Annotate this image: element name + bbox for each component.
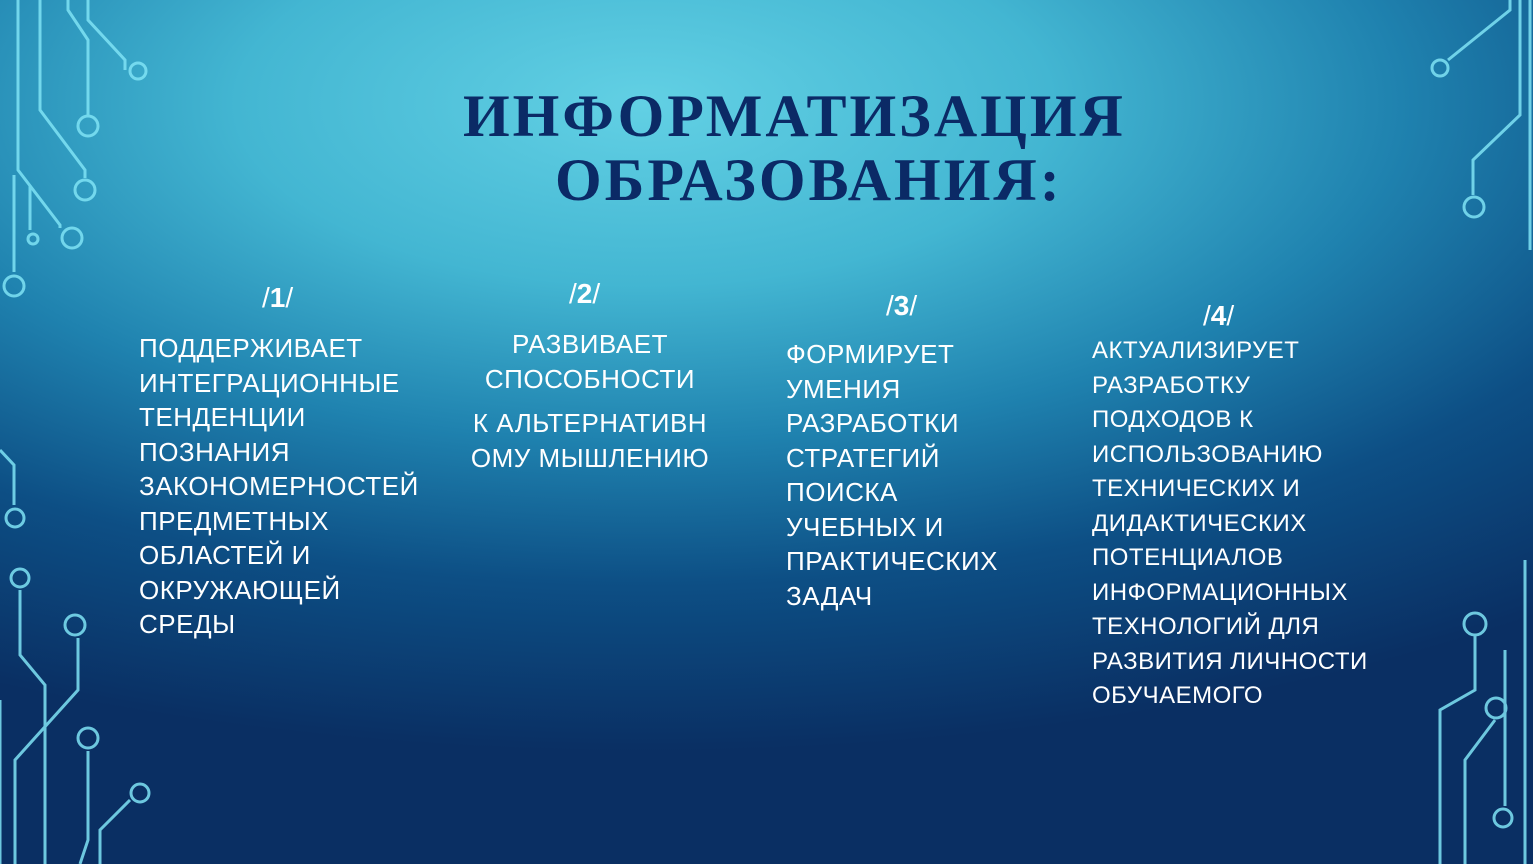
item-text-1: ПОДДЕРЖИВАЕТ ИНТЕГРАЦИОННЫЕ ТЕНДЕНЦИИ ПОЗНАНИЯ ЗАКОНОМЕРНОСТЕЙ ПРЕДМЕТНЫХ ОБЛАСТЕЙ И ОКРУЖАЮЩЕЙ СРЕДЫ: [139, 333, 419, 639]
item-number-4: /4/: [1203, 300, 1235, 331]
slide-title-line-1: ИНФОРМАТИЗАЦИЯ: [463, 83, 1126, 149]
item-number-2: /2/: [569, 278, 601, 309]
item-number-3: /3/: [886, 290, 918, 321]
item-text-3: ФОРМИРУЕТ УМЕНИЯ РАЗРАБОТКИ СТРАТЕГИЙ ПОИСКА УЧЕБНЫХ И ПРАКТИЧЕСКИХ ЗАДАЧ: [786, 339, 998, 611]
item-number-1: /1/: [262, 282, 294, 313]
item-text-2-part-b: К АЛЬТЕРНАТИВНОМУ МЫШЛЕНИЮ: [470, 408, 710, 473]
slide-title-line-2: ОБРАЗОВАНИЯ:: [555, 147, 1063, 213]
item-text-4: АКТУАЛИЗИРУЕТ РАЗРАБОТКУ ПОДХОДОВ К ИСПОЛЬЗОВАНИЮ ТЕХНИЧЕСКИХ И ДИДАКТИЧЕСКИХ ПОТЕНЦИАЛОВ ИНФОРМАЦИОННЫХ ТЕХНОЛОГИЙ ДЛЯ РАЗВИТИЯ ЛИЧНОСТИ ОБУЧАЕМОГО: [1092, 337, 1368, 709]
item-text-2-part-a: РАЗВИВАЕТ СПОСОБНОСТИ: [484, 329, 696, 394]
item-text-2: [470, 327, 710, 475]
slide-title: [420, 83, 1126, 213]
